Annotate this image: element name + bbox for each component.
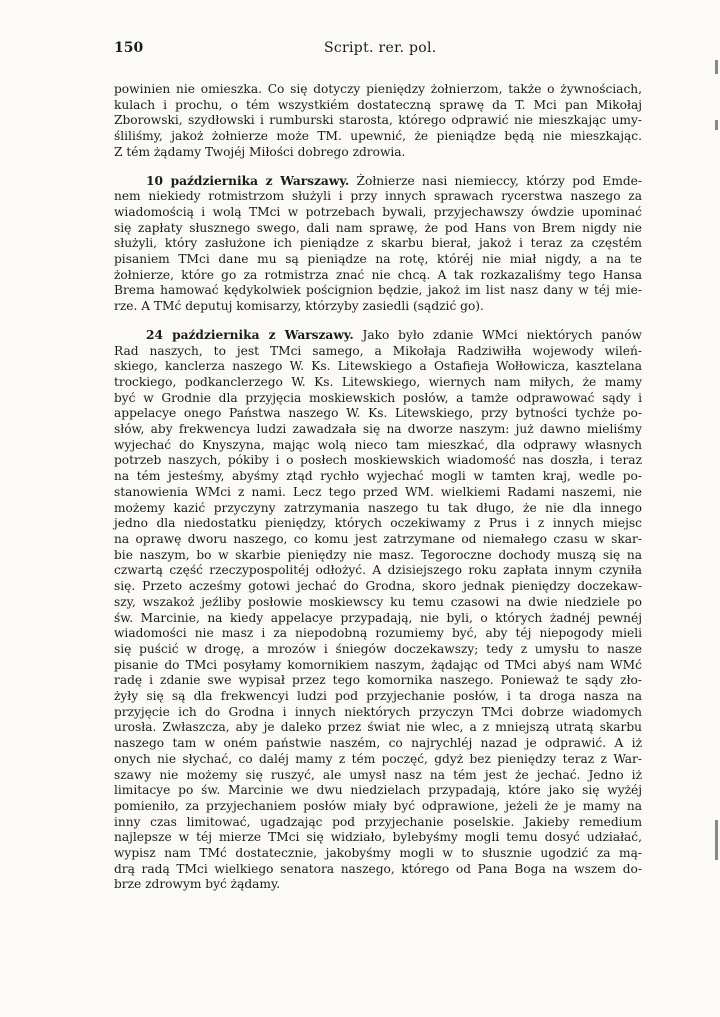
text-line — [114, 783, 642, 799]
line-text: na tém jesteśmy, abyśmy ztąd rychło wyjechać mogli w tamten kraj, wedle po- — [114, 469, 642, 484]
line-text: inny czas limitować, ugadzając pod przyjechanie poselskie. Jakieby remedium — [114, 814, 642, 829]
line-text: radę i zdanie swe wypisał przez tego komornika naszego. Ponieważ te sądy zło- — [114, 673, 642, 688]
line-text: jedno dla niedostatku pieniędzy, których oczekiwamy z Prus i z innych miejsc — [114, 516, 642, 531]
line-text: potrzeb naszych, pókiby i o posłech moskiewskich wiadomość nas doszła, i teraz — [114, 453, 642, 468]
text-line — [114, 799, 642, 815]
line-text: trockiego, podkanclerzego W. Ks. Litewskiego, wiernych nam miłych, że mamy — [114, 374, 642, 389]
paragraph-continued — [114, 82, 642, 161]
line-text: czwartą część rzeczypospolitéj odłożyć. A dzisiejszego roku zapłata innym czyniła — [114, 563, 642, 578]
line-text: możemy kazić przyczyny zatrzymania naszego tu tak długo, że nie dla innego — [114, 500, 642, 515]
text-line — [114, 453, 642, 469]
text-line — [114, 174, 642, 190]
text-line — [114, 391, 642, 407]
date-heading: 10 października z Warszawy. — [146, 173, 350, 188]
line-text: słów, aby frekwencya ludzi zawadzała się na dworze naszym: już dawno mieliśmy — [114, 422, 642, 437]
line-text: przyjęcie ich do Grodna i innych niektórych przyczyn TMci dobrze wiadomych — [114, 704, 642, 719]
text-line — [114, 82, 642, 98]
text-line — [114, 299, 642, 315]
text-line — [114, 359, 642, 375]
text-line — [114, 705, 642, 721]
line-text: pomieniło, za przyjechaniem posłów miały być odprawione, jeżeli że je mamy na — [114, 798, 642, 813]
line-text: drą radą TMci wielkiego senatora naszego, którego od Pana Boga na wszem do- — [114, 861, 642, 876]
date-heading: 24 października z Warszawy. — [146, 327, 354, 342]
text-line — [114, 98, 642, 114]
text-line — [114, 113, 642, 129]
text-line — [114, 406, 642, 422]
text-line — [114, 221, 642, 237]
text-line — [114, 268, 642, 284]
text-line — [114, 611, 642, 627]
text-line — [114, 548, 642, 564]
text-line — [114, 375, 642, 391]
text-line — [114, 752, 642, 768]
text-line — [114, 720, 642, 736]
line-text: żołnierze, które go za rotmistrza znać nie chcą. A tak rozkazaliśmy tego Hansa — [114, 267, 642, 282]
page-number: 150 — [114, 40, 144, 56]
page-header — [114, 40, 642, 60]
text-line — [114, 189, 642, 205]
line-text: najlepsze w téj mierze TMci się widziało, bylebyśmy mogli temu dosyć udziałać, — [114, 830, 642, 845]
line-text: onych nie słychać, co daléj mamy z tém poczęć, gdyż bez pieniędzy teraz z War- — [114, 751, 642, 766]
line-text: rze. A TMć deputuj komisarzy, którzyby zasiedli (sądzić go). — [114, 299, 484, 314]
line-text: kulach i prochu, o tém wszystkiém dostateczną sprawę da T. Mci pan Mikołaj — [114, 97, 642, 112]
running-title: Script. rer. pol. — [324, 40, 437, 56]
text-line — [114, 205, 642, 221]
body-text — [114, 82, 642, 893]
line-text: żyły się są dla frekwencyi ludzi pod przyjechanie posłów, i ta droga nasza na — [114, 689, 642, 704]
line-text: brze zdrowym być żądamy. — [114, 877, 281, 892]
text-line — [114, 642, 642, 658]
line-text: wypisz nam TMć dostatecznie, jakobyśmy mogli w to słusznie ugodzić za mą- — [114, 846, 642, 861]
line-text: być w Grodnie dla przyjęcia moskiewskich posłów, a tamże odprawować sądy i — [114, 390, 642, 405]
line-text: wyjechać do Knyszyna, mając wolą nieco tam mieszkać, dla odprawy własnych — [114, 437, 642, 452]
text-line — [114, 328, 642, 344]
page-edge-mark — [715, 120, 718, 130]
line-text: Zborowski, szydłowski i rumburski starosta, którego odprawić nie mieszkając umy- — [114, 113, 642, 128]
line-text: skiego, kanclerza naszego W. Ks. Litewskiego a Ostafieja Wołłowicza, kasztelana — [114, 359, 642, 374]
line-text: nem niekiedy rotmistrzom służyli i przy innych sprawach rycerstwa naszego za — [114, 189, 642, 204]
page-edge-mark — [715, 820, 718, 860]
line-text: Brema hamować kędykolwiek poścignion będzie, jakoż im list nasz dany w téj mie- — [114, 283, 642, 298]
text-line — [114, 689, 642, 705]
line-text: szy, wszakoż jeźliby posłowie moskiewscy ku temu czasowi na dwie niedziele po — [114, 594, 642, 609]
line-text: limitacye po św. Marcinie we dwu niedzielach przypadają, które jako się wyżéj — [114, 783, 642, 798]
text-line — [114, 252, 642, 268]
line-text: Z tém żądamy Twojéj Miłości dobrego zdrowia. — [114, 144, 406, 159]
text-line — [114, 579, 642, 595]
text-line — [114, 830, 642, 846]
line-text: pisanie do TMci posyłamy komornikiem naszym, żądając od TMci abyś nam WMć — [114, 657, 642, 672]
letter-entry-24-october — [114, 328, 642, 893]
text-line — [114, 438, 642, 454]
letter-entry-10-october — [114, 174, 642, 315]
line-text: służyli, który zasłużone ich pieniądze z skarbu bierał, jakoż i teraz za częstém — [114, 236, 642, 251]
line-text: św. Marcinie, na kiedy appelacye przypadają, nie byli, o których żadnéj pewnéj — [114, 610, 642, 625]
line-text: bie naszym, bo w skarbie pieniędzy nie masz. Tegoroczne dochody muszą się na — [114, 547, 642, 562]
line-text: się puścić w drogę, a mrozów i śniegów doczekawszy; tedy z umysłu to nasze — [114, 641, 642, 656]
text-line — [114, 563, 642, 579]
text-line — [114, 129, 642, 145]
line-text: śliliśmy, jakoż żołnierze może TM. upewnić, że pieniądze będą nie mieszkając. — [114, 129, 642, 144]
text-line — [114, 344, 642, 360]
text-line — [114, 673, 642, 689]
line-text: się. Przeto acześmy gotowi jechać do Grodna, skoro jednak pieniędzy doczekaw- — [114, 579, 642, 594]
text-line — [114, 862, 642, 878]
text-line — [114, 736, 642, 752]
text-line — [114, 626, 642, 642]
text-line — [114, 815, 642, 831]
text-line — [114, 145, 642, 161]
line-text: Jako było zdanie WMci niektórych panów — [362, 327, 642, 342]
text-line — [114, 658, 642, 674]
text-line — [114, 516, 642, 532]
text-line — [114, 283, 642, 299]
text-line — [114, 422, 642, 438]
line-text: stanowienia WMci z nami. Lecz tego przed WM. wielkiemi Radami naszemi, nie — [114, 484, 642, 499]
page-edge-mark — [715, 60, 718, 74]
text-line — [114, 877, 642, 893]
line-text: urosła. Zwłaszcza, aby je daleko przez świat nie wlec, a z mniejszą utratą skarbu — [114, 720, 642, 735]
line-text: Rad naszych, to jest TMci samego, a Mikołaja Radziwiłła wojewody wileń- — [114, 343, 642, 358]
line-text: Żołnierze nasi niemieccy, którzy pod Emde- — [356, 173, 643, 188]
line-text: się zapłaty słusznego swego, dali nam sprawę, że pod Hans von Brem nigdy nie — [114, 220, 642, 235]
text-line — [114, 469, 642, 485]
line-text: pisaniem TMci dane mu są pieniądze na rotę, któréj nie miał nigdy, a na te — [114, 252, 642, 267]
line-text: wiadomością i wolą TMci w potrzebach bywali, przyjechawszy ówdzie upominać — [114, 204, 642, 219]
text-line — [114, 846, 642, 862]
line-text: naszego tam w oném państwie naszém, co najrychléj nazad je odprawić. A iż — [114, 736, 642, 751]
text-line — [114, 501, 642, 517]
line-text: na oprawę dworu naszego, co komu jest zatrzymane od niemałego czasu w skar- — [114, 531, 642, 546]
line-text: szawy nie możemy się ruszyć, ale umysł nasz na tém jest że jechać. Jedno iż — [114, 767, 642, 782]
text-line — [114, 532, 642, 548]
text-line — [114, 595, 642, 611]
text-line — [114, 768, 642, 784]
line-text: wiadomości nie masz i za niepodobną rozumiemy być, aby téj niepogody mieli — [114, 626, 642, 641]
text-line — [114, 236, 642, 252]
text-line — [114, 485, 642, 501]
line-text: powinien nie omieszka. Co się dotyczy pieniędzy żołnierzom, także o żywnościach, — [114, 82, 642, 96]
line-text: appelacye onego Państwa naszego W. Ks. Litewskiego, przy bytności tychże po- — [114, 406, 642, 421]
